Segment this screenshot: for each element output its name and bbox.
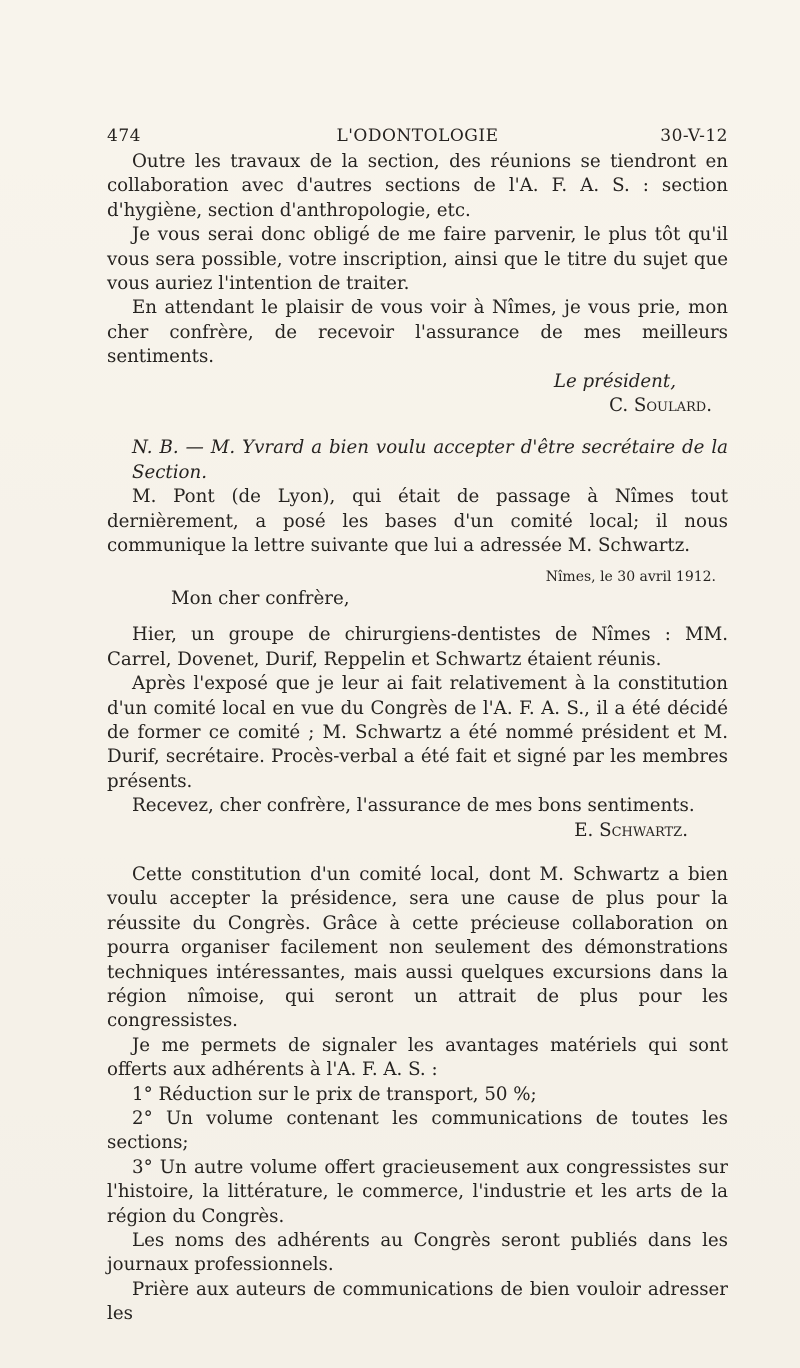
- letter1-paragraph-3: En attendant le plaisir de vous voir à Nîmes, je vous prie, mon cher confrère, de recevoir l'assurance de mes meilleurs sentiments.: [107, 297, 728, 368]
- journal-title: L'ODONTOLOGIE: [336, 126, 499, 146]
- letter2-date: Nîmes, le 30 avril 1912.: [545, 568, 716, 585]
- list-item-1: 1° Réduction sur le prix de transport, 50 %;: [132, 1083, 537, 1105]
- spacer: [107, 418, 728, 436]
- list-item-2: 2° Un volume contenant les communications de toutes les sections;: [107, 1108, 728, 1154]
- letter2-paragraph-1: Hier, un groupe de chirurgiens-dentistes de Nîmes : MM. Carrel, Dovenet, Durif, Reppelin et Schwartz étaient réunis.: [107, 624, 728, 670]
- page-body: [107, 150, 728, 1327]
- letter2-salutation: Mon cher confrère,: [171, 587, 350, 609]
- body-paragraph-1: Cette constitution d'un comité local, dont M. Schwartz a bien voulu accepter la présidence, sera une cause de plus pour la réussite du Congrès. Grâce à cette précieuse collaboration on pourra organiser facilement non seulement des démonstrations techniques intéressantes, mais aussi quelques excursions dans la région nîmoise, qui seront un attrait de plus pour les congressistes.: [107, 863, 728, 1032]
- list-item-3: 3° Un autre volume offert gracieusement aux congressistes sur l'histoire, la littérature, le commerce, l'industrie et les arts de la région du Congrès.: [107, 1156, 728, 1227]
- letter2-paragraph-3: Recevez, cher confrère, l'assurance de mes bons sentiments.: [132, 795, 695, 817]
- letter1-paragraph-2: Je vous serai donc obligé de me faire parvenir, le plus tôt qu'il vous sera possible, votre inscription, ainsi que le titre du sujet que vous auriez l'intention de traiter.: [107, 224, 728, 295]
- running-header: [107, 126, 728, 152]
- issue-date: 30-V-12: [660, 126, 728, 146]
- body-paragraph-4: Prière aux auteurs de communications de bien vouloir adresser les: [107, 1278, 728, 1325]
- body-paragraph-3: Les noms des adhérents au Congrès seront publiés dans les journaux professionnels.: [107, 1230, 728, 1276]
- letter1-signature-name: C. Soulard.: [609, 395, 712, 417]
- letter1-signature-title: Le président,: [553, 370, 676, 392]
- letter1-paragraph-1: Outre les travaux de la section, des réunions se tiendront en collaboration avec d'autres sections de l'A. F. A. S. : section d'hygiène, section d'anthropologie, etc.: [107, 151, 728, 221]
- page-number: 474: [107, 126, 141, 146]
- nota-bene: N. B. — M. Yvrard a bien voulu accepter d'être secrétaire de la Section.: [132, 437, 728, 483]
- letter2-paragraph-2: Après l'exposé que je leur ai fait relativement à la constitution d'un comité local en vue du Congrès de l'A. F. A. S., il a été décidé de former ce comité ; M. Schwartz a été nommé président et M. Durif, secrétaire. Procès-verbal a été fait et signé par les membres présents.: [107, 673, 728, 792]
- intro-paragraph: M. Pont (de Lyon), qui était de passage à Nîmes tout dernièrement, a posé les bases d'un comité local; il nous communique la lettre suivante que lui a adressée M. Schwartz.: [107, 486, 728, 557]
- spacer: [107, 843, 728, 863]
- body-paragraph-2: Je me permets de signaler les avantages matériels qui sont offerts aux adhérents à l'A. F. A. S. :: [107, 1034, 728, 1081]
- letter2-signature-name: E. Schwartz.: [574, 819, 688, 841]
